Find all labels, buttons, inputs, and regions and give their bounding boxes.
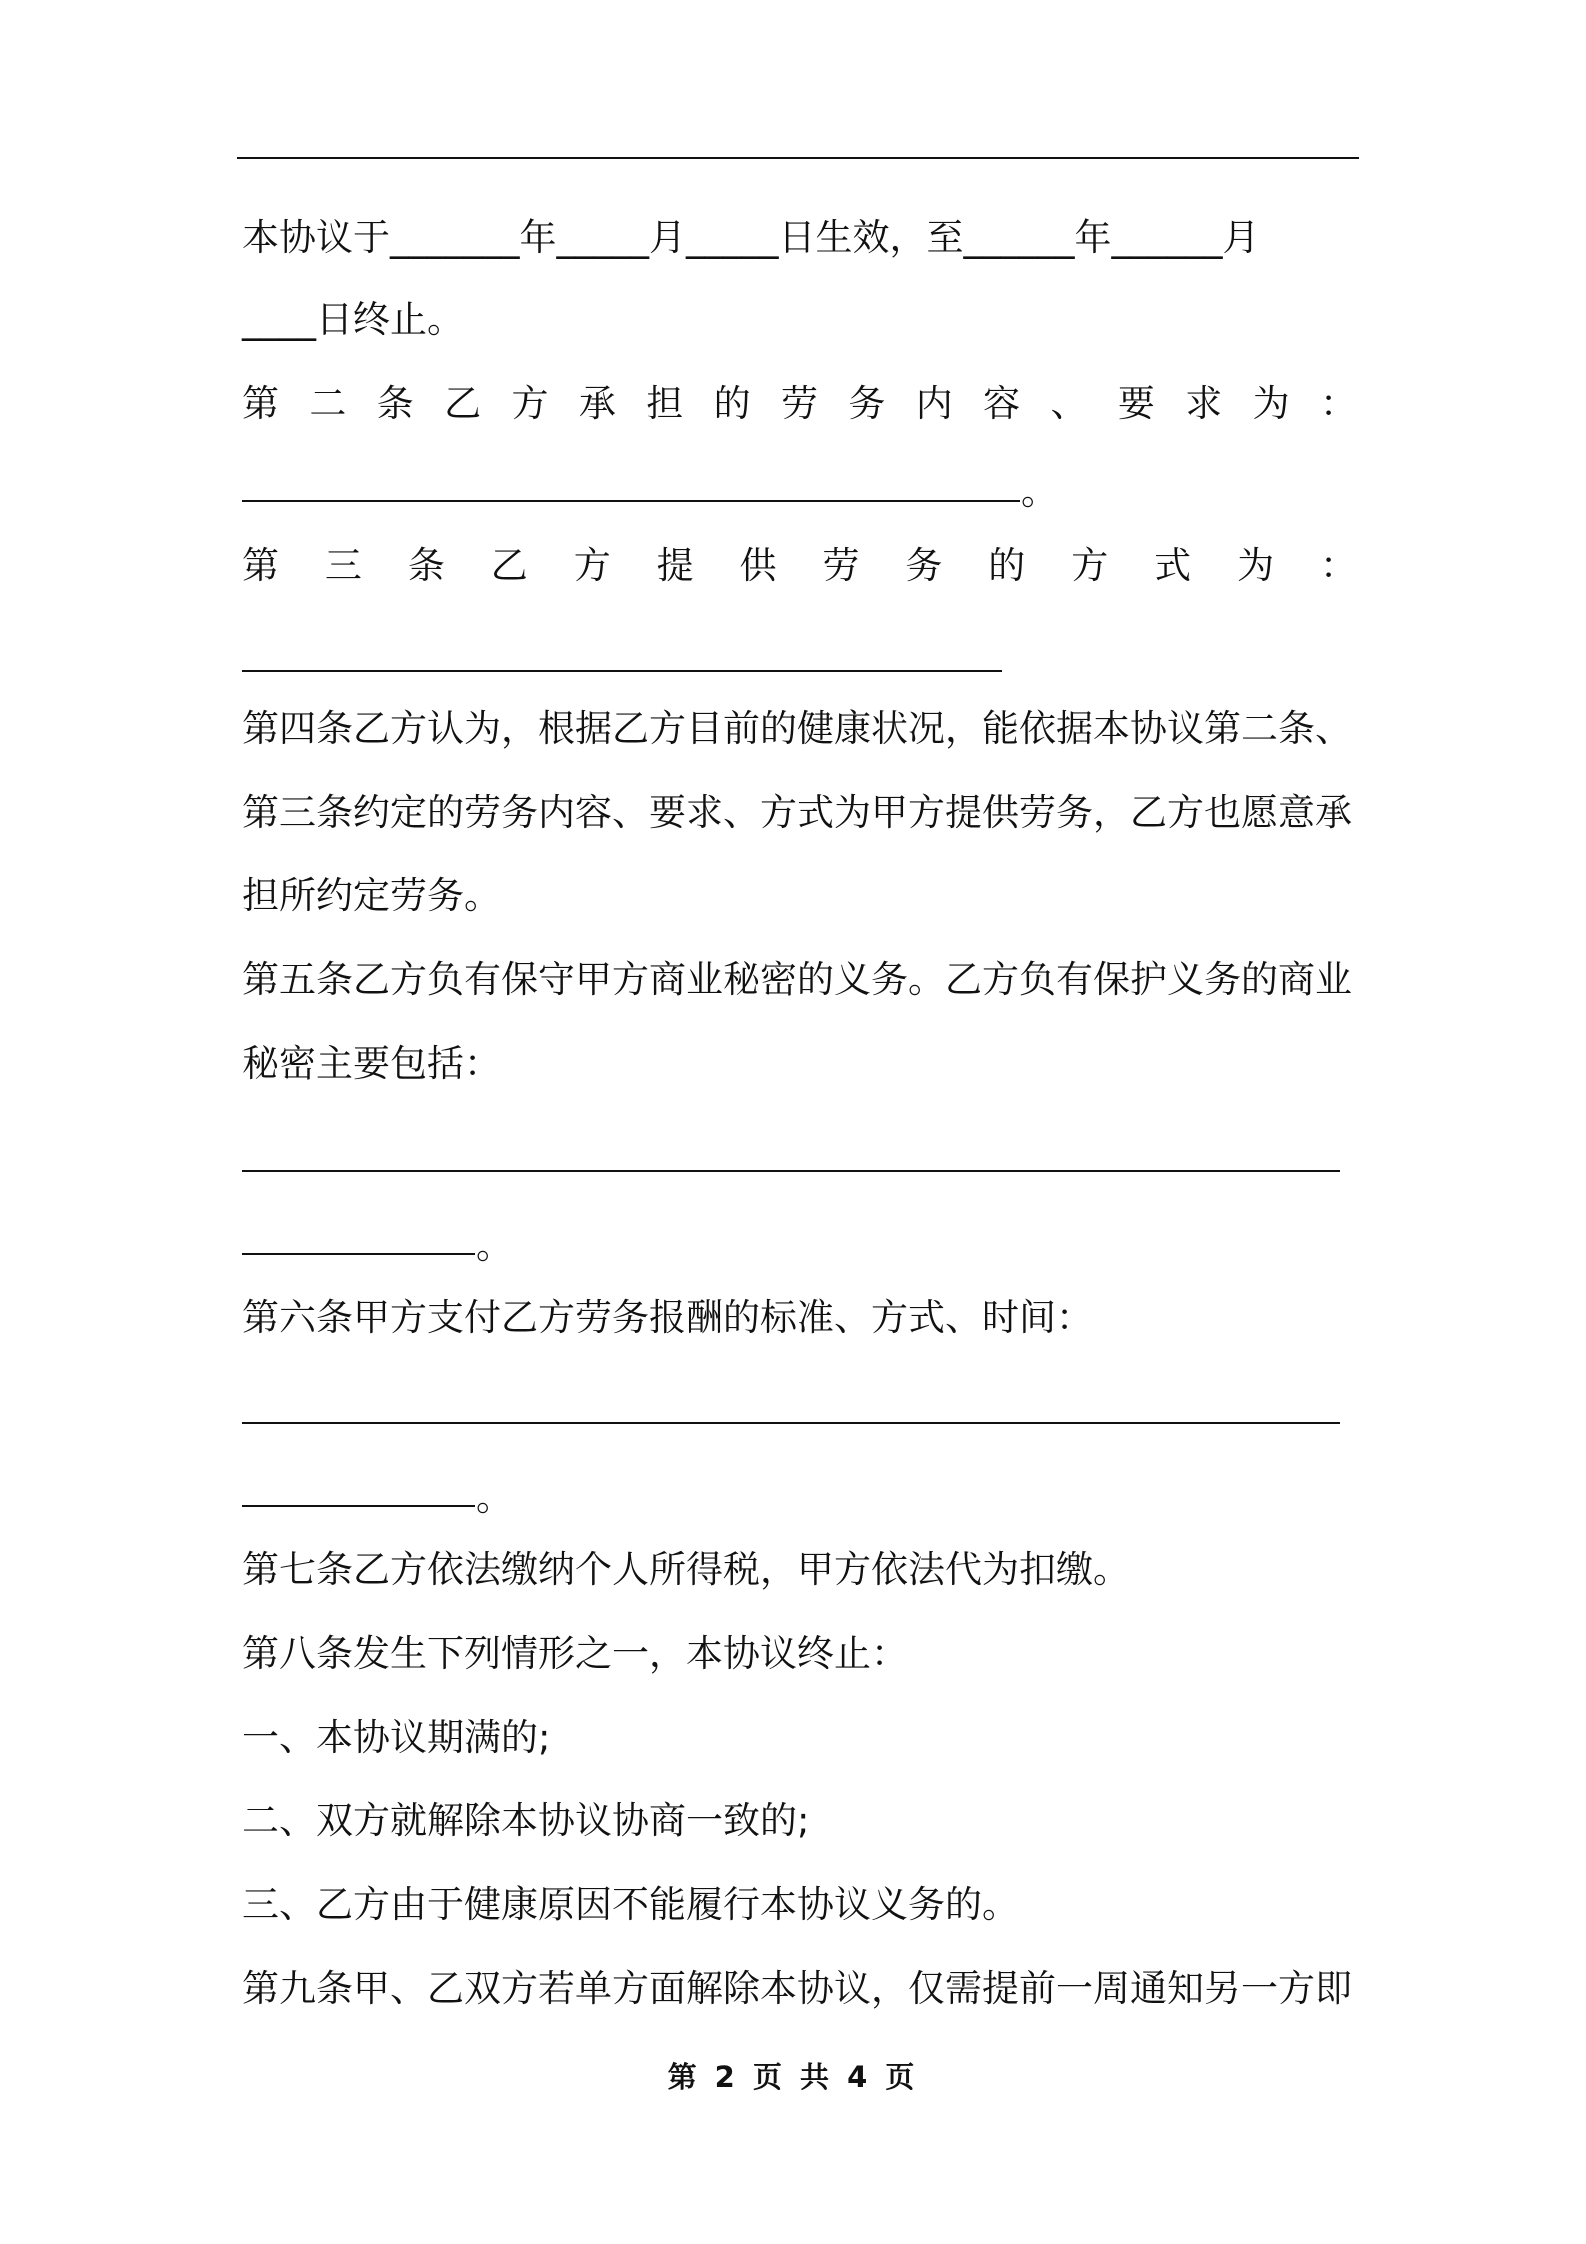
article-5-line-2: 秘密主要包括：	[242, 1042, 501, 1085]
article-8-item-1: 一、本协议期满的;	[242, 1716, 551, 1759]
article-6-blank-line-1	[242, 1422, 1340, 1424]
article-8-line: 第八条发生下列情形之一，本协议终止：	[242, 1632, 908, 1675]
article-5-blank-line-1	[242, 1170, 1340, 1172]
article-5-blank-line-2	[242, 1253, 475, 1255]
article-4-line-2: 第三条约定的劳务内容、要求、方式为甲方提供劳务，乙方也愿意承	[242, 791, 1352, 834]
article-3-heading: 第 三 条 乙 方 提 供 劳 务 的 方 式 为 ：	[242, 544, 1357, 587]
article-4-line-1: 第四条乙方认为，根据乙方目前的健康状况，能依据本协议第二条、	[242, 707, 1352, 750]
article-8-item-2: 二、双方就解除本协议协商一致的;	[242, 1799, 810, 1842]
article-6-line: 第六条甲方支付乙方劳务报酬的标准、方式、时间：	[242, 1296, 1093, 1339]
article-5-line-1: 第五条乙方负有保守甲方商业秘密的义务。乙方负有保护义务的商业	[242, 958, 1352, 1001]
article-9-line-1: 第九条甲、乙双方若单方面解除本协议，仅需提前一周通知另一方即	[242, 1967, 1352, 2010]
article-8-item-3: 三、乙方由于健康原因不能履行本协议义务的。	[242, 1883, 1019, 1926]
page-number-footer: 第 2 页 共 4 页	[667, 2060, 919, 2094]
article-5-blank-period: 。	[476, 1224, 513, 1267]
article-2-heading: 第 二 条 乙 方 承 担 的 劳 务 内 容 、 要 求 为 ：	[242, 382, 1357, 425]
article-6-blank-period: 。	[476, 1476, 513, 1519]
termination-date-line: ____日终止。	[242, 298, 464, 341]
article-6-blank-line-2	[242, 1505, 475, 1507]
article-3-blank	[242, 670, 1002, 672]
header-rule	[237, 157, 1359, 159]
article-4-line-3: 担所约定劳务。	[242, 874, 501, 917]
effective-date-line: 本协议于_______年_____月_____日生效，至______年______月	[242, 216, 1260, 259]
article-2-blank-period: 。	[1021, 470, 1058, 513]
article-2-blank	[242, 500, 1020, 502]
article-7-line: 第七条乙方依法缴纳个人所得税，甲方依法代为扣缴。	[242, 1548, 1130, 1591]
